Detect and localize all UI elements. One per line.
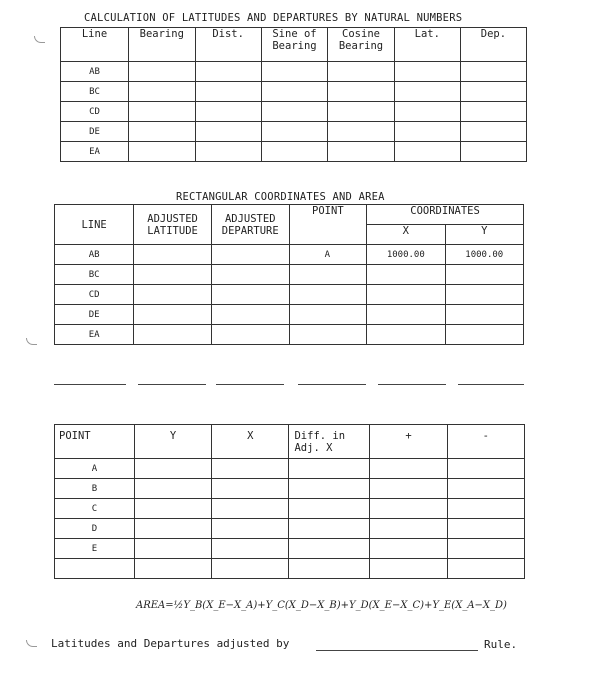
cell[interactable]: [261, 82, 328, 102]
cell[interactable]: [394, 62, 460, 82]
cell[interactable]: [195, 142, 261, 162]
latitudes-departures-table: [60, 27, 527, 162]
cell[interactable]: [134, 325, 212, 345]
cell[interactable]: [447, 519, 524, 539]
header-minus: -: [447, 425, 524, 459]
header-adjusted-departure: ADJUSTED DEPARTURE: [211, 205, 289, 245]
cell[interactable]: [370, 519, 447, 539]
cell[interactable]: [394, 102, 460, 122]
cell[interactable]: [394, 82, 460, 102]
cell[interactable]: [134, 539, 211, 559]
row-label: EA: [61, 142, 129, 162]
cell[interactable]: [212, 479, 289, 499]
cell[interactable]: [460, 102, 526, 122]
header-x: X: [367, 225, 445, 245]
row-label: D: [55, 519, 135, 539]
header-y: Y: [445, 225, 523, 245]
header-line: LINE: [55, 205, 134, 245]
header-bearing: Bearing: [129, 28, 196, 62]
blank-line[interactable]: [138, 384, 206, 385]
header-plus: +: [370, 425, 447, 459]
cell[interactable]: [212, 559, 289, 579]
header-point: POINT: [55, 425, 135, 459]
cell[interactable]: [289, 285, 367, 305]
blank-line[interactable]: [458, 384, 524, 385]
row-label: CD: [55, 285, 134, 305]
row-label: BC: [61, 82, 129, 102]
cell[interactable]: [195, 82, 261, 102]
blank-line[interactable]: [378, 384, 446, 385]
cell[interactable]: [370, 479, 447, 499]
cell[interactable]: [212, 499, 289, 519]
header-x: X: [212, 425, 289, 459]
cell[interactable]: [447, 499, 524, 519]
cell[interactable]: [289, 459, 370, 479]
cell[interactable]: [447, 459, 524, 479]
margin-mark: [26, 338, 37, 345]
cell[interactable]: [367, 325, 445, 345]
cell[interactable]: [129, 122, 196, 142]
cell[interactable]: [445, 305, 523, 325]
blank-line[interactable]: [298, 384, 366, 385]
coordinate-y-value: 1000.00: [445, 245, 523, 265]
row-label: AB: [61, 62, 129, 82]
cell[interactable]: [134, 305, 212, 325]
cell[interactable]: [134, 459, 211, 479]
cell[interactable]: [134, 519, 211, 539]
table1-title: CALCULATION OF LATITUDES AND DEPARTURES BY NATURAL NUMBERS: [84, 12, 463, 24]
header-cosine: Cosine Bearing: [328, 28, 395, 62]
cell[interactable]: [129, 102, 196, 122]
cell[interactable]: [367, 305, 445, 325]
row-label: AB: [55, 245, 134, 265]
cell[interactable]: [261, 62, 328, 82]
cell[interactable]: [195, 62, 261, 82]
header-sine: Sine of Bearing: [261, 28, 328, 62]
cell[interactable]: [328, 142, 395, 162]
cell[interactable]: [445, 325, 523, 345]
row-label: A: [55, 459, 135, 479]
cell[interactable]: [447, 479, 524, 499]
cell[interactable]: [134, 559, 211, 579]
cell[interactable]: [212, 459, 289, 479]
cell[interactable]: [370, 499, 447, 519]
cell[interactable]: [195, 102, 261, 122]
header-point: POINT: [289, 205, 367, 245]
cell[interactable]: [394, 142, 460, 162]
cell[interactable]: [289, 559, 370, 579]
header-diff-in-adj-x: Diff. in Adj. X: [289, 425, 370, 459]
cell[interactable]: [211, 305, 289, 325]
cell[interactable]: [211, 265, 289, 285]
cell[interactable]: [129, 82, 196, 102]
cell[interactable]: [328, 122, 395, 142]
cell[interactable]: [460, 142, 526, 162]
cell[interactable]: [394, 122, 460, 142]
rectangular-coordinates-table: [54, 204, 524, 345]
cell[interactable]: [261, 122, 328, 142]
cell[interactable]: [328, 62, 395, 82]
blank-line[interactable]: [54, 384, 126, 385]
cell[interactable]: [134, 285, 212, 305]
header-coordinates: COORDINATES: [367, 205, 524, 225]
cell[interactable]: [212, 539, 289, 559]
cell[interactable]: [460, 62, 526, 82]
cell[interactable]: [289, 305, 367, 325]
point-label: A: [289, 245, 367, 265]
row-label: E: [55, 539, 135, 559]
cell[interactable]: [289, 519, 370, 539]
cell[interactable]: [212, 519, 289, 539]
footer-rule: Rule.: [484, 638, 518, 651]
cell[interactable]: [445, 265, 523, 285]
cell[interactable]: [289, 479, 370, 499]
cell[interactable]: [211, 245, 289, 265]
cell[interactable]: [211, 285, 289, 305]
margin-mark: [26, 640, 37, 647]
cell[interactable]: [289, 325, 367, 345]
cell[interactable]: [447, 559, 524, 579]
cell[interactable]: [460, 122, 526, 142]
cell[interactable]: [129, 62, 196, 82]
rule-blank-line[interactable]: [316, 650, 478, 651]
row-label: DE: [55, 305, 134, 325]
cell[interactable]: [134, 479, 211, 499]
blank-line[interactable]: [216, 384, 284, 385]
row-label: B: [55, 479, 135, 499]
cell[interactable]: [289, 539, 370, 559]
cell[interactable]: [445, 285, 523, 305]
cell[interactable]: [460, 82, 526, 102]
cell[interactable]: [134, 499, 211, 519]
cell[interactable]: [129, 142, 196, 162]
header-dep: Dep.: [460, 28, 526, 62]
cell[interactable]: [134, 265, 212, 285]
margin-mark: [34, 36, 45, 43]
cell[interactable]: [367, 265, 445, 285]
cell[interactable]: [289, 499, 370, 519]
cell[interactable]: [370, 459, 447, 479]
header-line: Line: [61, 28, 129, 62]
area-computation-table: [54, 424, 525, 579]
table2-title: RECTANGULAR COORDINATES AND AREA: [176, 191, 385, 203]
cell[interactable]: [367, 285, 445, 305]
row-label: BC: [55, 265, 134, 285]
cell[interactable]: [261, 142, 328, 162]
area-formula: AREA=½Y_B(X_E−X_A)+Y_C(X_D−X_B)+Y_D(X_E−X_C)+Y_E(X_A−X_D): [136, 600, 507, 611]
cell: [55, 559, 135, 579]
row-label: C: [55, 499, 135, 519]
cell[interactable]: [328, 102, 395, 122]
cell[interactable]: [211, 325, 289, 345]
footer-text: Latitudes and Departures adjusted by: [51, 637, 290, 650]
cell[interactable]: [328, 82, 395, 102]
header-y: Y: [134, 425, 211, 459]
row-label: DE: [61, 122, 129, 142]
cell[interactable]: [289, 265, 367, 285]
coordinate-x-value: 1000.00: [367, 245, 445, 265]
cell[interactable]: [261, 102, 328, 122]
cell[interactable]: [195, 122, 261, 142]
cell[interactable]: [134, 245, 212, 265]
cell[interactable]: [370, 539, 447, 559]
cell[interactable]: [370, 559, 447, 579]
header-lat: Lat.: [394, 28, 460, 62]
header-dist: Dist.: [195, 28, 261, 62]
row-label: CD: [61, 102, 129, 122]
header-adjusted-latitude: ADJUSTED LATITUDE: [134, 205, 212, 245]
cell[interactable]: [447, 539, 524, 559]
row-label: EA: [55, 325, 134, 345]
